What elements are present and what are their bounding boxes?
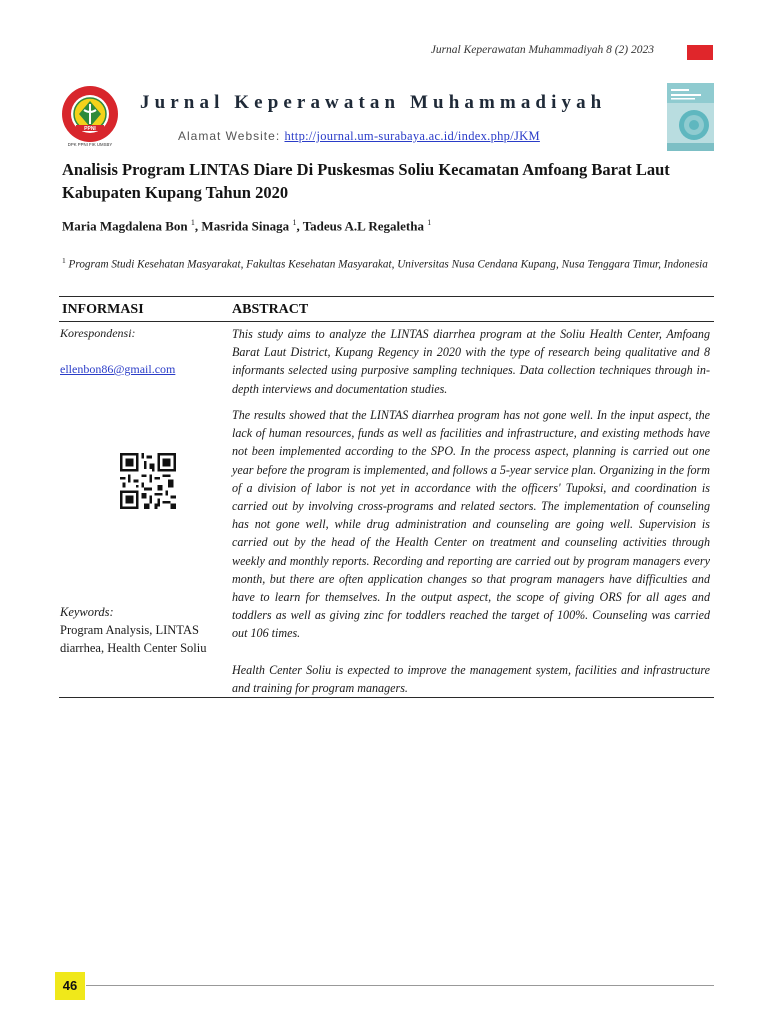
author-affiliation-mark: 1 [292, 218, 297, 227]
correspondence-email-link[interactable]: ellenbon86@gmail.com [60, 362, 176, 376]
ppni-logo [60, 84, 120, 150]
website-link[interactable]: http://journal.um-surabaya.ac.id/index.php/JKM [284, 129, 540, 143]
journal-cover-thumbnail [667, 83, 714, 151]
author-name: Masrida Sinaga [201, 218, 290, 234]
table-top-rule [59, 296, 714, 297]
abstract-heading: ABSTRACT [232, 302, 309, 317]
table-header-rule [59, 321, 714, 322]
affiliation-mark: 1 [62, 256, 66, 265]
qr-code-icon [120, 453, 176, 509]
affiliation [62, 254, 712, 272]
informasi-heading: INFORMASI [62, 302, 144, 317]
abstract-paragraph-1: This study aims to analyze the LINTAS diarrhea program at the Soliu Health Center, Amfoang Barat Laut District, Kupang Regency in 2020 with the type of research being qualitative and 8 informants selected using purposive sampling techniques. Data collection techniques through in-depth interviews and documentation studies. [232, 327, 710, 396]
keywords-text: Program Analysis, LINTAS diarrhea, Health Center Soliu [60, 623, 207, 655]
correspondence-label: Korespondensi: [60, 326, 136, 340]
article-title: Analisis Program LINTAS Diare Di Puskesmas Soliu Kecamatan Amfoang Barat Laut Kabupaten Kupang Tahun 2020 [62, 160, 670, 202]
journal-title: Jurnal Keperawatan Muhammadiyah [140, 92, 607, 113]
keywords-label: Keywords: [60, 605, 114, 619]
website-label: Alamat Website: [178, 129, 285, 143]
author-affiliation-mark: 1 [190, 218, 195, 227]
website-line [178, 129, 658, 144]
abstract-paragraph-3: Health Center Soliu is expected to improve the management system, facilities and infrastructure and training for program managers. [232, 663, 710, 696]
affiliation-text: Program Studi Kesehatan Masyarakat, Fakultas Kesehatan Masyarakat, Universitas Nusa Cendana Kupang, Nusa Tenggara Timur, Indonesia [68, 258, 708, 271]
author-name: Maria Magdalena Bon [62, 218, 188, 234]
table-bottom-rule [59, 697, 714, 698]
author-name: Tadeus A.L Regaletha [302, 218, 424, 234]
page-number-badge: 46 [55, 972, 85, 1000]
author-list: Maria Magdalena Bon $^1$, Masrida Sinaga $^1$, Tadeus A.L Regaletha $^1$ [62, 218, 432, 234]
header-accent-tab [687, 45, 713, 60]
author-affiliation-mark: 1 [427, 218, 432, 227]
footer-rule [86, 985, 714, 986]
logo-banner-text: PPNI [84, 126, 96, 132]
running-head: Jurnal Keperawatan Muhammadiyah 8 (2) 2023 [430, 44, 654, 56]
logo-bottom-text: DPK PPNI FIK UMSBY [67, 142, 113, 147]
abstract-paragraph-2: The results showed that the LINTAS diarrhea program has not gone well. In the input aspect, the lack of human resources, funds as well as facilities and infrastructure, and existing methods have not been implemented according to the SPO. In the process aspect, planning is carried out one year before the program is implemented, and follows a 5-year service plan. Organizing in the form of a division of labor is not yet in accordance with the officers' Tupoksi, and coordination is carried out by involving cross-programs and related sectors. The implementation of counseling has not gone well, while drug administration and counseling are going well. Supervision is carried out by the head of the Health Center on treatment and counseling activities through weekly and monthly reports. Recording and reporting are carried out by program managers every month, but there are often application changes so that program managers have difficulties and have to learn for themselves. In the output aspect, the scope of giving ORS for all ages and toddlers as well as giving zinc for toddlers reached the target of 100%. Counseling was carried out 106 times. [232, 408, 710, 641]
